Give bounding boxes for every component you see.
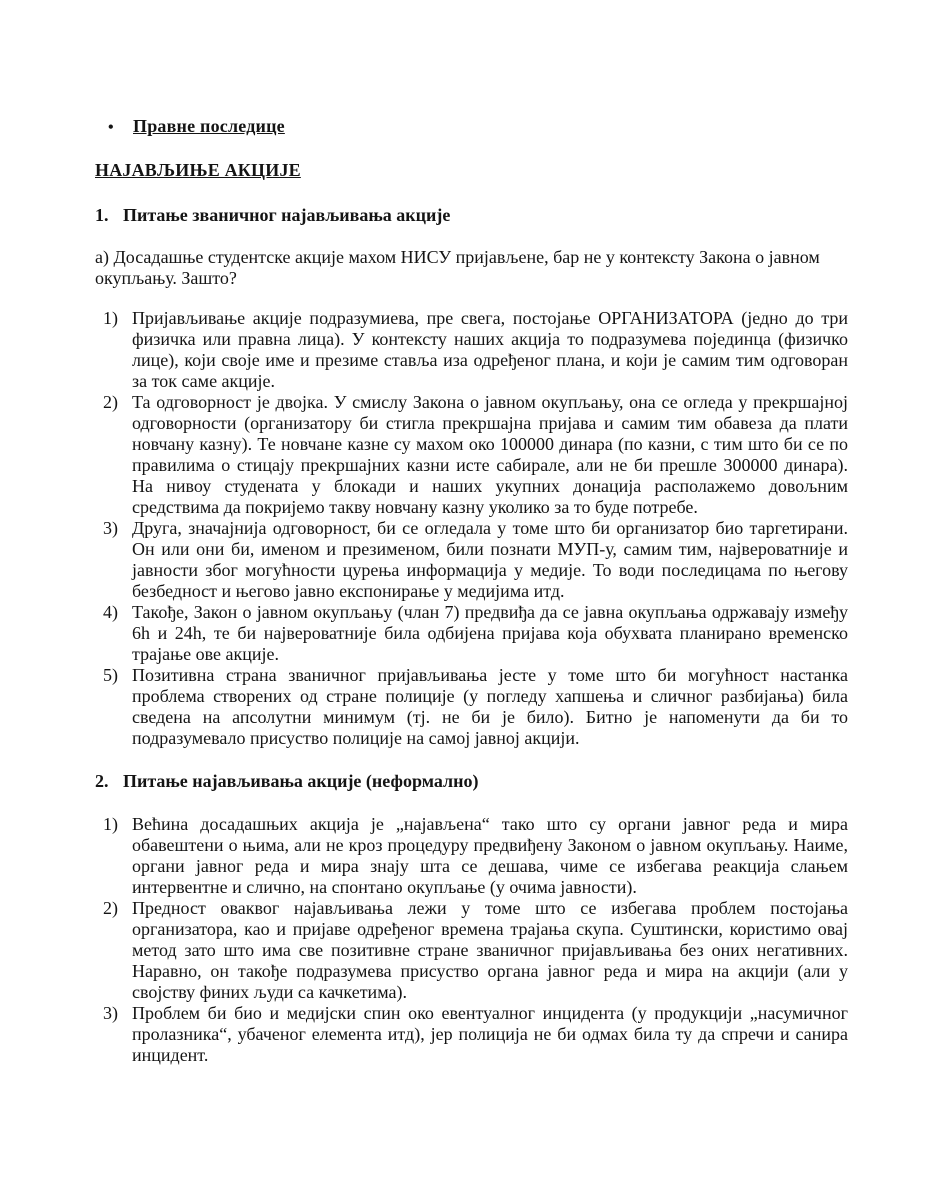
- item-text: Позитивна страна званичног пријављивања јесте у томе што би могућност настанка проблема створених од стране полиције (у погледу хапшења и сличног разбијања) била сведена на апсолутни минимум (тј. не би је било). Битно је напоменути да би то подразумевало присуство полиције на самој јавној акцији.: [132, 665, 848, 748]
- bullet-icon: •: [108, 119, 114, 136]
- item-number: 3): [103, 1003, 118, 1023]
- item-text: Већина досадашњих акција је „најављена“ тако што су органи јавног реда и мира обавештени о њима, али не кроз процедуру предвиђену Законом о јавном окупљању. Наиме, органи јавног реда и мира знају шта се дешава, чиме се избегава реакција слањем интервентне и слично, на спонтано окупљање (у очима јавности).: [132, 814, 848, 897]
- section-1-title: Питање званичног најављивања акције: [123, 205, 451, 225]
- item-text: Друга, значајнија одговорност, би се огледала у томе што би организатор био таргетирани. Он или они би, именом и презименом, били познати МУП-у, самим тим, највероватније и јавности због могућности цурења информација у медије. То води последицама по његову безбедност и његово јавно експонирање у медијима итд.: [132, 518, 848, 601]
- list-item: [95, 518, 848, 602]
- section-2-number: 2.: [95, 771, 109, 791]
- item-text: Такође, Закон о јавном окупљању (члан 7) предвиђа да се јавна окупљања одржавају између 6h и 24h, те би највероватније била одбијена пријава која обухвата планирано временско трајање ове акције.: [132, 602, 848, 664]
- item-text: Пријављивање акције подразумиева, пре свега, постојање ОРГАНИЗАТОРА (једно до три физичка или правна лица). У контексту наших акција то подразумева појединца (физичко лице), који своје име и презиме ставља иза одређеног плана, и који је самим тим одговоран за ток саме акције.: [132, 308, 848, 391]
- section-1-heading: [95, 205, 848, 226]
- item-text: Предност оваквог најављивања лежи у томе што се избегава проблем постојања организатора, као и пријаве одређеног времена трајања скупа. Суштински, користимо овај метод зато што има све позитивне стране званичног пријављивања без оних негативних. Наравно, он такође подразумева присуство органа јавног реда и мира на акцији (али у својству финих људи са качкетима).: [132, 898, 848, 1002]
- item-number: 4): [103, 602, 118, 622]
- item-number: 2): [103, 392, 118, 412]
- section-2-list: [95, 814, 848, 1066]
- item-text: Та одговорност је двојка. У смислу Закона о јавном окупљању, она се огледа у прекршајној одговорности (организатору би стигла прекршајна пријава и самим тим обавеза да плати новчану казну). Те новчане казне су махом око 100000 динара (по казни, с тим што би се по правилима о стицају прекршајних казни исте сабирале, али не би прешле 300000 динара). На нивоу студената у блокади и наших укупних донација располажемо довољним средствима да покријемо такву новчану казну уколико за то буде потребе.: [132, 392, 848, 517]
- item-number: 2): [103, 898, 118, 918]
- section-2-heading: [95, 771, 848, 792]
- main-heading: НАЈАВЉИЊЕ АКЦИЈЕ: [95, 160, 301, 180]
- bullet-list-heading: [108, 115, 848, 139]
- item-number: 5): [103, 665, 118, 685]
- bullet-heading-text: Правне последице: [133, 116, 285, 136]
- list-item: [95, 814, 848, 898]
- section-2-title: Питање најављивања акције (неформално): [123, 771, 479, 791]
- item-number: 3): [103, 518, 118, 538]
- section-1-number: 1.: [95, 205, 109, 225]
- list-item: [95, 392, 848, 518]
- section-1-intro-paragraph: а) Досадашње студентске акције махом НИСУ пријављене, бар не у контексту Закона о јавном окупљању. Зашто?: [95, 247, 820, 288]
- list-item: [95, 898, 848, 1003]
- item-text: Проблем би био и медијски спин око евентуалног инцидента (у продукцији „насумичног пролазника“, убаченог елемента итд), јер полиција не би одмах била ту да спречи и санира инцидент.: [132, 1003, 848, 1065]
- section-1-list: [95, 308, 848, 749]
- list-item: [95, 602, 848, 665]
- list-item: [95, 308, 848, 392]
- item-number: 1): [103, 308, 118, 328]
- list-item: [95, 1003, 848, 1066]
- list-item: [95, 665, 848, 749]
- item-number: 1): [103, 814, 118, 834]
